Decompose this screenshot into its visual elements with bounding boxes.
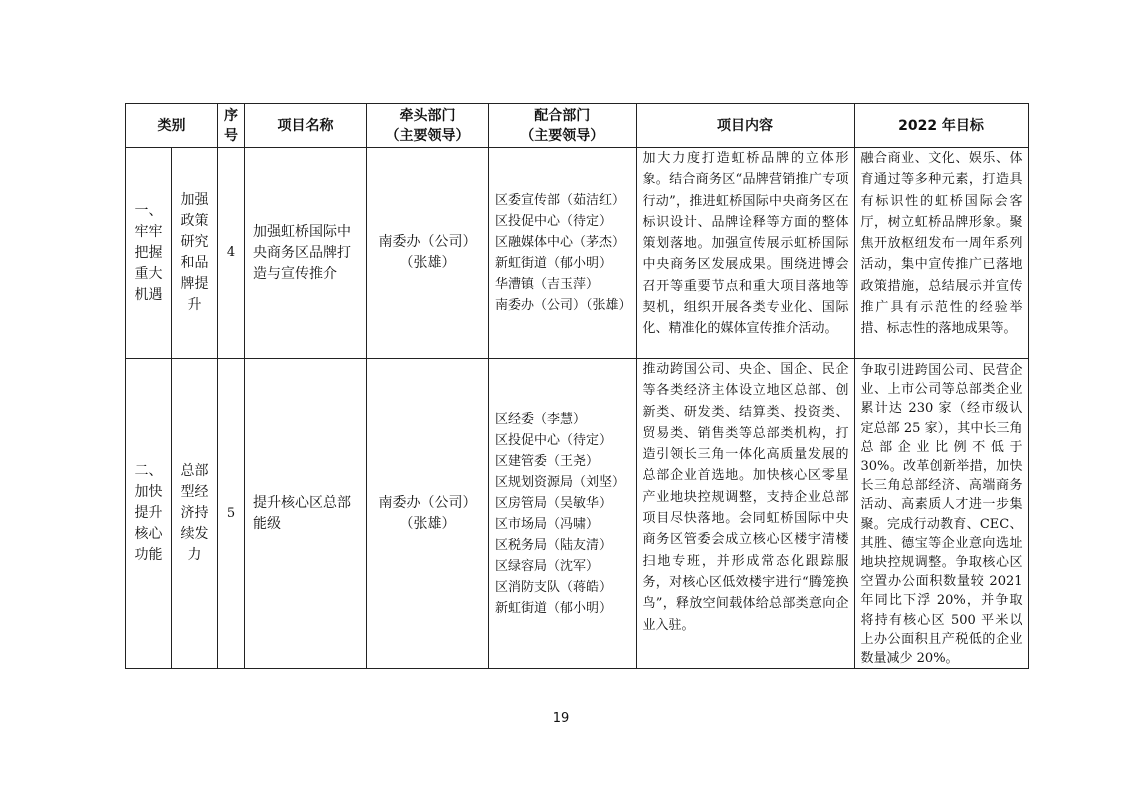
category-line: 机遇 <box>134 286 163 303</box>
row1-seq: 4 <box>218 148 245 359</box>
header-category: 类别 <box>126 104 218 148</box>
subcategory-line: 研究 <box>180 234 209 250</box>
coop-item: 华漕镇（吉玉萍） <box>495 277 600 292</box>
category-line: 二、 <box>134 463 163 480</box>
coop-item: 区房管局（吴敏华） <box>495 495 613 511</box>
lead-line: （张雄） <box>399 515 456 532</box>
subcategory-line: 升 <box>187 297 202 313</box>
coop-item: 区绿容局（沈军） <box>495 558 600 574</box>
coop-item: 区融媒体中心（茅杰） <box>495 235 626 250</box>
header-goal: 2022 年目标 <box>854 104 1028 148</box>
subcategory-line: 济持 <box>180 505 209 522</box>
row1-category <box>126 148 172 359</box>
header-content: 项目内容 <box>636 104 854 148</box>
coop-item: 区消防支队（蒋皓） <box>495 579 613 595</box>
category-line: 加快 <box>134 484 163 501</box>
coop-item: 区市场局（冯啸） <box>495 516 600 532</box>
lead-line: 南委办（公司） <box>378 234 477 250</box>
category-line: 重大 <box>134 265 163 282</box>
subcategory-line: 牌提 <box>180 276 209 292</box>
lead-line: （张雄） <box>399 255 456 271</box>
coop-item: 区委宣传部（茹洁红） <box>495 193 626 208</box>
subcategory-line: 续发 <box>180 526 209 543</box>
row2-coop <box>489 359 637 669</box>
coop-item: 区建管委（王尧） <box>495 453 600 469</box>
table-row <box>126 359 1029 669</box>
row2-seq: 5 <box>218 359 245 669</box>
project-table <box>125 103 1029 669</box>
row2-subcategory <box>172 359 218 669</box>
coop-item: 区投促中心（待定） <box>495 214 613 229</box>
coop-item: 区规划资源局（刘坚） <box>495 474 626 490</box>
header-row <box>126 104 1029 148</box>
header-coop-line1: 配合部门 <box>534 107 591 124</box>
row1-coop <box>489 148 637 359</box>
subcategory-line: 型经 <box>180 484 209 501</box>
table-row <box>126 148 1029 359</box>
row1-subcategory <box>172 148 218 359</box>
row2-lead <box>367 359 489 669</box>
row2-goal: 争取引进跨国公司、民营企业、上市公司等总部类企业累计达 230 家（经市级认定总部 25 家），其中长三角总部企业比例不低于 30%。改革创新举措，加快长三角总部经济、高端商务活动、高素质人才进一步集聚。完成行动教育、CEC、其胜、德宝等企业意向选址地块控规调整。争取核心区空置办公面积数量较 2021 年同比下浮 20%，并争取将持有核心区 500 平米以上办公面积且产税低的企业数量减少 20%。 <box>854 359 1028 669</box>
header-project: 项目名称 <box>245 104 367 148</box>
row2-project: 提升核心区总部能级 <box>245 359 367 669</box>
header-lead-line2: （主要领导） <box>385 127 470 144</box>
header-seq-line2: 号 <box>224 127 238 144</box>
category-line: 牢牢 <box>134 223 163 240</box>
coop-item: 新虹街道（郁小明） <box>495 256 613 271</box>
header-lead-line1: 牵头部门 <box>399 107 456 124</box>
category-line: 核心 <box>134 526 163 543</box>
subcategory-line: 总部 <box>180 463 209 480</box>
coop-item: 南委办（公司）（张雄） <box>495 298 632 313</box>
coop-item: 区投促中心（待定） <box>495 432 613 448</box>
coop-item: 区经委（李慧） <box>495 411 587 427</box>
lead-line: 南委办（公司） <box>378 494 477 511</box>
row1-project: 加强虹桥国际中央商务区品牌打造与宣传推介 <box>245 148 367 359</box>
coop-item: 新虹街道（郁小明） <box>495 600 613 616</box>
subcategory-line: 加强 <box>180 192 209 208</box>
header-seq <box>218 104 245 148</box>
row1-lead <box>367 148 489 359</box>
category-line: 提升 <box>134 505 163 522</box>
category-line: 功能 <box>134 547 163 564</box>
coop-item: 区税务局（陆友清） <box>495 537 613 553</box>
header-coop <box>489 104 637 148</box>
row1-goal: 融合商业、文化、娱乐、体育通过等多种元素，打造具有标识性的虹桥国际会客厅，树立虹桥品牌形象。聚焦开放枢纽发布一周年系列活动，集中宣传推广已落地政策措施，总结展示并宣传推广具有示范性的经验举措、标志性的落地成果等。 <box>854 148 1028 359</box>
subcategory-line: 和品 <box>180 255 209 271</box>
category-line: 一、 <box>134 202 163 219</box>
header-seq-line1: 序 <box>224 107 238 124</box>
header-coop-line2: （主要领导） <box>520 127 605 144</box>
row2-category <box>126 359 172 669</box>
row2-content: 推动跨国公司、央企、国企、民企等各类经济主体设立地区总部、创新类、研发类、结算类、投资类、贸易类、销售类等总部类机构，打造引领长三角一体化高质量发展的总部企业首选地。加快核心区零星产业地块控规调整，支持企业总部项目尽快落地。会同虹桥国际中央商务区管委会成立核心区楼宇清楼扫地专班，并形成常态化跟踪服务，对核心区低效楼宇进行“腾笼换鸟”，释放空间载体给总部类意向企业入驻。 <box>636 359 854 669</box>
row1-content: 加大力度打造虹桥品牌的立体形象。结合商务区“品牌营销推广专项行动”，推进虹桥国际中央商务区在标识设计、品牌诠释等方面的整体策划落地。加强宣传展示虹桥国际中央商务区发展成果。围绕进博会召开等重要节点和重大项目落地等契机，组织开展各类专业化、国际化、精准化的媒体宣传推介活动。 <box>636 148 854 359</box>
header-lead <box>367 104 489 148</box>
subcategory-line: 力 <box>187 547 202 564</box>
page-number: 19 <box>552 711 570 726</box>
category-line: 把握 <box>134 244 163 261</box>
subcategory-line: 政策 <box>180 213 209 229</box>
